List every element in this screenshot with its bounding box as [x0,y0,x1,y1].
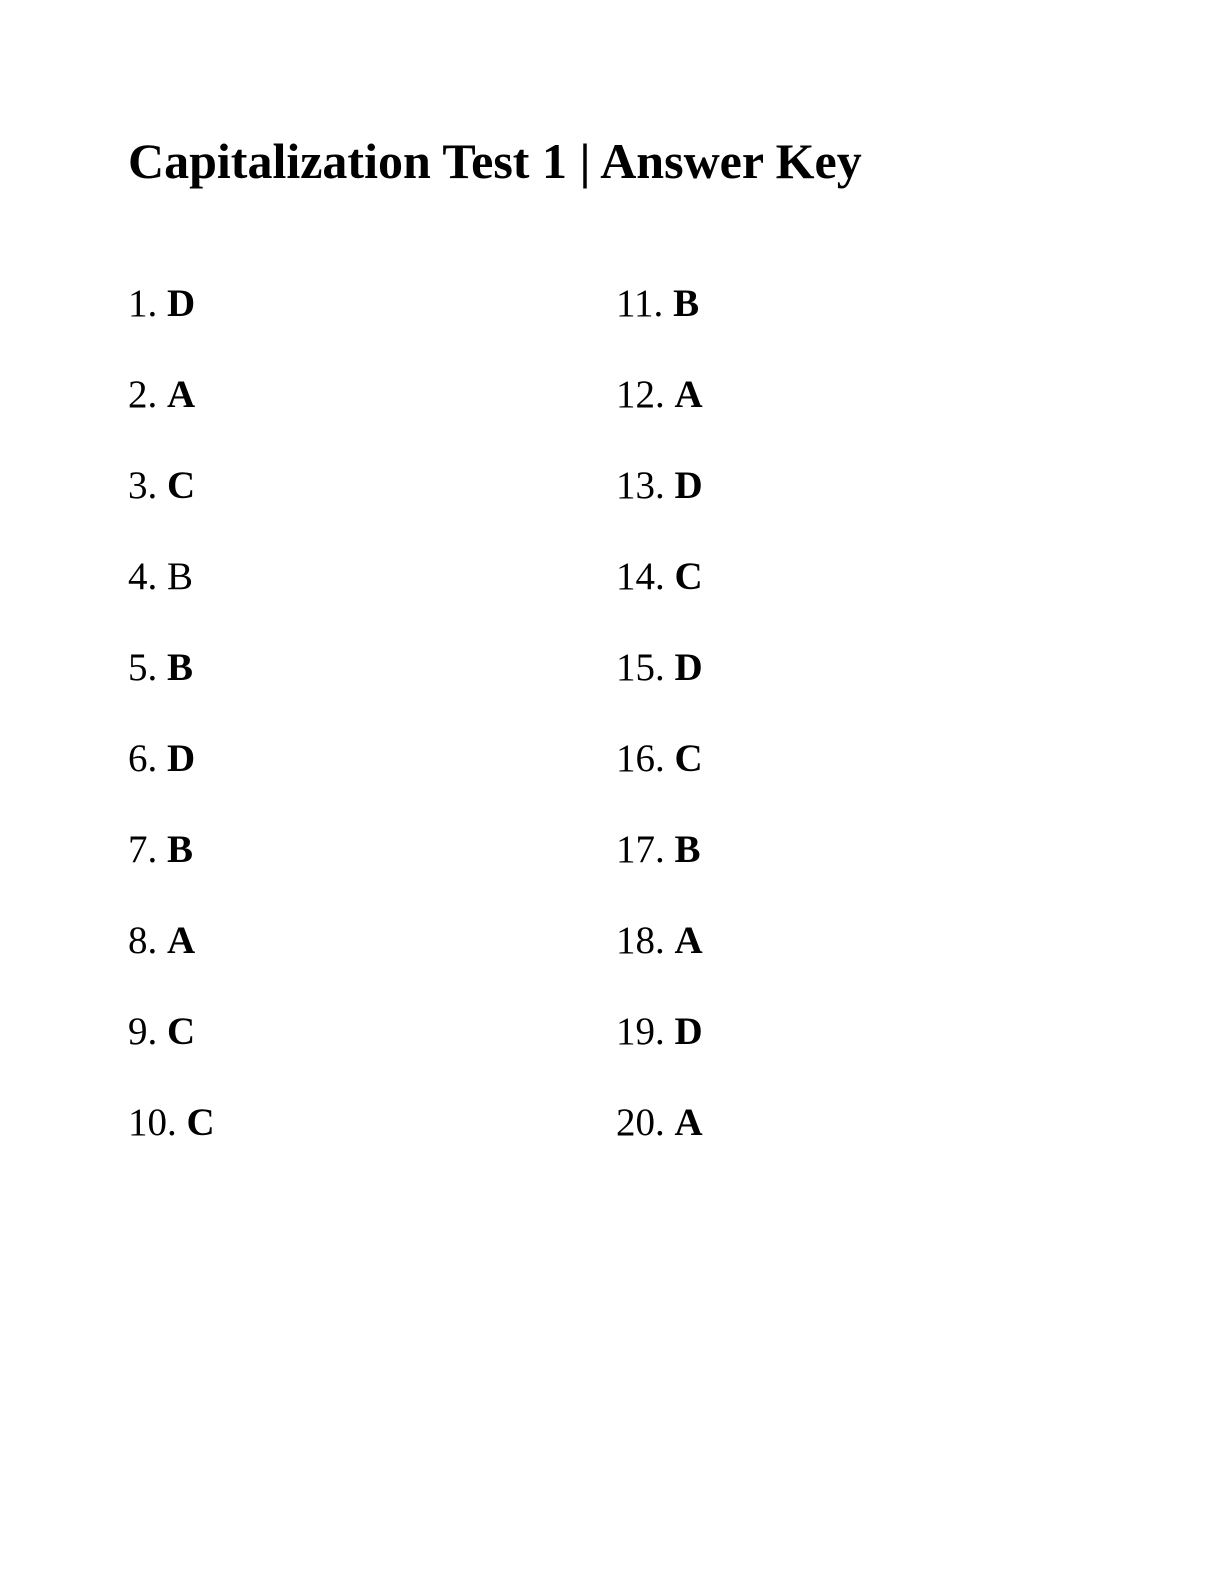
answer-number: 1. [128,282,158,325]
answer-letter: A [167,919,196,962]
answer-letter: C [167,1010,196,1053]
answer-item [128,642,215,733]
answer-item [616,824,703,915]
answer-number: 12. [616,373,665,416]
answer-item [616,551,703,642]
answer-number: 2. [128,373,158,416]
answer-item [616,1097,703,1188]
answer-letter: A [167,373,196,416]
answer-item [128,733,215,824]
answer-letter: B [167,555,194,598]
answer-item [128,551,215,642]
answer-letter: B [167,828,194,871]
answer-item [616,1006,703,1097]
answer-letter: C [674,555,703,598]
answer-number: 11. [616,282,664,325]
answer-number: 8. [128,919,158,962]
answer-letter: D [167,737,196,780]
answer-item [616,642,703,733]
answer-number: 20. [616,1101,665,1144]
answer-letter: D [674,464,703,507]
answer-number: 13. [616,464,665,507]
answer-letter: B [167,646,194,689]
answer-number: 3. [128,464,158,507]
answer-number: 17. [616,828,665,871]
answer-item [128,278,215,369]
answer-number: 19. [616,1010,665,1053]
answer-letter: C [167,464,196,507]
answer-number: 7. [128,828,158,871]
answer-letter: B [674,828,701,871]
answer-number: 5. [128,646,158,689]
answer-number: 10. [128,1101,177,1144]
answer-item [128,824,215,915]
answer-item [616,369,703,460]
answer-letter: C [674,737,703,780]
answer-number: 14. [616,555,665,598]
answer-letter: C [186,1101,215,1144]
answer-item [616,460,703,551]
page-title: Capitalization Test 1 | Answer Key [128,133,862,189]
answer-number: 9. [128,1010,158,1053]
answer-item [128,915,215,1006]
answer-number: 15. [616,646,665,689]
answer-letter: D [674,1010,703,1053]
answer-item [128,1097,215,1188]
answer-number: 18. [616,919,665,962]
answer-item [128,369,215,460]
answer-item [616,733,703,824]
answer-letter: A [674,919,703,962]
answer-item [616,915,703,1006]
answer-letter: D [674,646,703,689]
answer-letter: D [167,282,196,325]
answer-letter: A [674,1101,703,1144]
answer-letter: A [674,373,703,416]
answer-number: 16. [616,737,665,780]
answer-letter: B [673,282,700,325]
answer-number: 6. [128,737,158,780]
answer-column-right [616,278,703,1188]
answer-number: 4. [128,555,158,598]
answer-item [128,1006,215,1097]
answer-column-left [128,278,215,1188]
answer-item [128,460,215,551]
answer-item [616,278,703,369]
